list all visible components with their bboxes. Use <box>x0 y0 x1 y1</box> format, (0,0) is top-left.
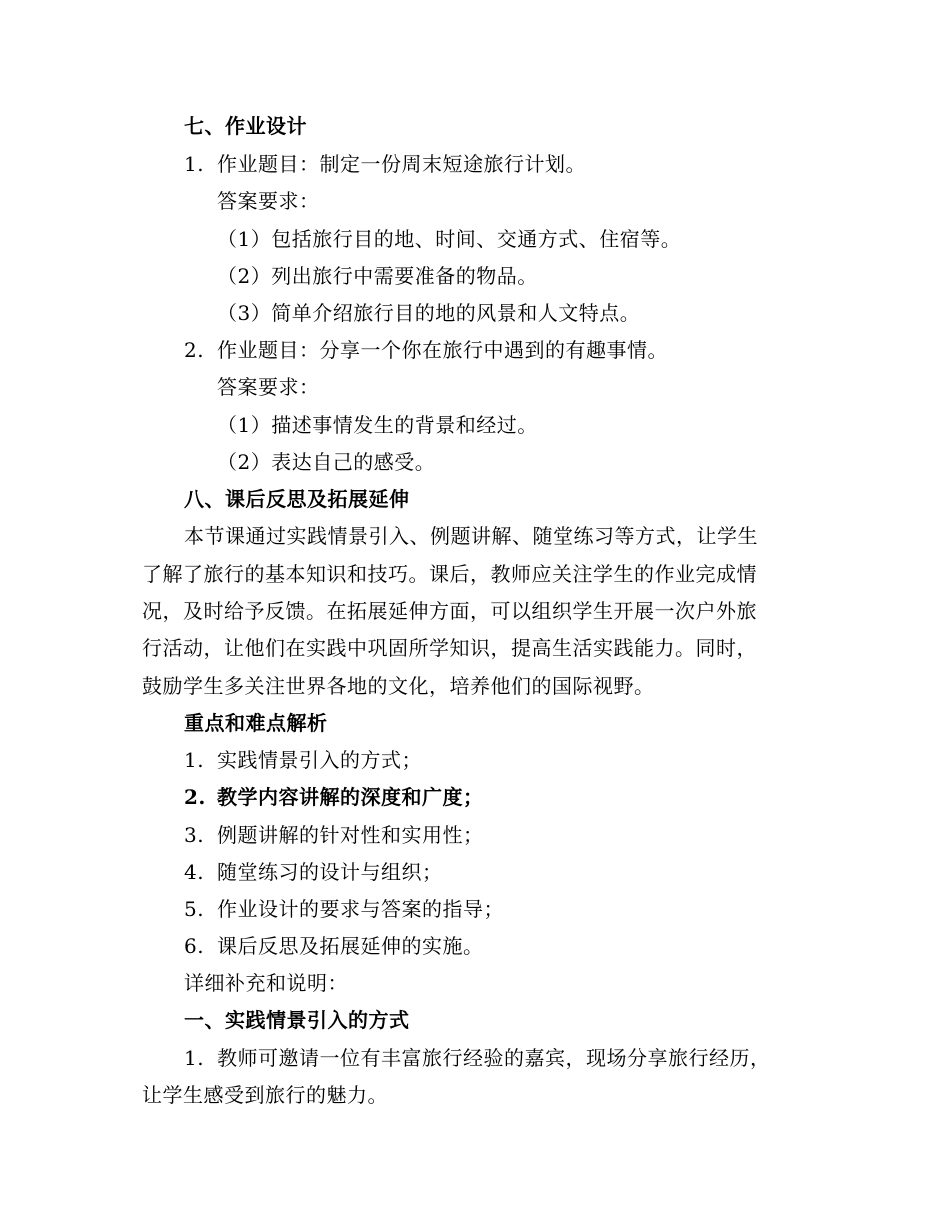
homework-item-2-number: 2. <box>184 338 205 362</box>
key-point-number: 6. <box>184 934 205 958</box>
homework-item-2-req-2: （2）表达自己的感受。 <box>217 450 436 474</box>
homework-item-1-number: 1. <box>184 152 205 176</box>
reflection-paragraph-line: 行活动，让他们在实践中巩固所学知识，提高生活实践能力。同时， <box>142 636 757 660</box>
supplement-label: 详细补充和说明： <box>184 971 348 995</box>
key-point-text: 教学内容讲解的深度和广度； <box>217 785 484 809</box>
key-point-number: 3. <box>184 823 205 847</box>
subsection-paragraph-line: 让学生感受到旅行的魅力。 <box>142 1083 388 1107</box>
section-heading-homework: 七、作业设计 <box>184 114 307 138</box>
key-point-text: 随堂练习的设计与组织； <box>217 860 443 884</box>
homework-item-2-text: 作业题目：分享一个你在旅行中遇到的有趣事情。 <box>217 338 668 362</box>
section-heading-reflection: 八、课后反思及拓展延伸 <box>184 487 410 511</box>
key-point-number: 4. <box>184 860 205 884</box>
subsection-paragraph-number: 1. <box>184 1046 205 1070</box>
key-point-text: 课后反思及拓展延伸的实施。 <box>217 934 484 958</box>
key-point-text: 作业设计的要求与答案的指导； <box>217 897 504 921</box>
homework-item-1-text: 作业题目：制定一份周末短途旅行计划。 <box>217 152 586 176</box>
homework-item-1-req-label: 答案要求： <box>217 189 320 213</box>
homework-item-2-req-label: 答案要求： <box>217 375 320 399</box>
reflection-paragraph-line: 况，及时给予反馈。在拓展延伸方面，可以组织学生开展一次户外旅 <box>142 599 757 623</box>
reflection-paragraph-line: 本节课通过实践情景引入、例题讲解、随堂练习等方式，让学生 <box>184 524 758 548</box>
key-point-number: 5. <box>184 897 205 921</box>
homework-item-2-req-1: （1）描述事情发生的背景和经过。 <box>217 413 538 437</box>
subsection-heading: 一、实践情景引入的方式 <box>184 1008 410 1032</box>
key-point-number: 2. <box>184 785 206 809</box>
homework-item-1-req-3: （3）简单介绍旅行目的地的风景和人文特点。 <box>217 301 641 325</box>
key-point-text: 实践情景引入的方式； <box>217 748 422 772</box>
reflection-paragraph-line: 了解了旅行的基本知识和技巧。课后，教师应关注学生的作业完成情 <box>142 562 757 586</box>
reflection-paragraph-line: 鼓励学生多关注世界各地的文化，培养他们的国际视野。 <box>142 674 655 698</box>
subsection-paragraph-line: 教师可邀请一位有丰富旅行经验的嘉宾，现场分享旅行经历， <box>217 1046 771 1070</box>
homework-item-1-req-1: （1）包括旅行目的地、时间、交通方式、住宿等。 <box>217 227 682 251</box>
key-point-text: 例题讲解的针对性和实用性； <box>217 823 484 847</box>
homework-item-1-req-2: （2）列出旅行中需要准备的物品。 <box>217 264 538 288</box>
key-point-number: 1. <box>184 748 205 772</box>
section-heading-key-points: 重点和难点解析 <box>184 711 328 735</box>
